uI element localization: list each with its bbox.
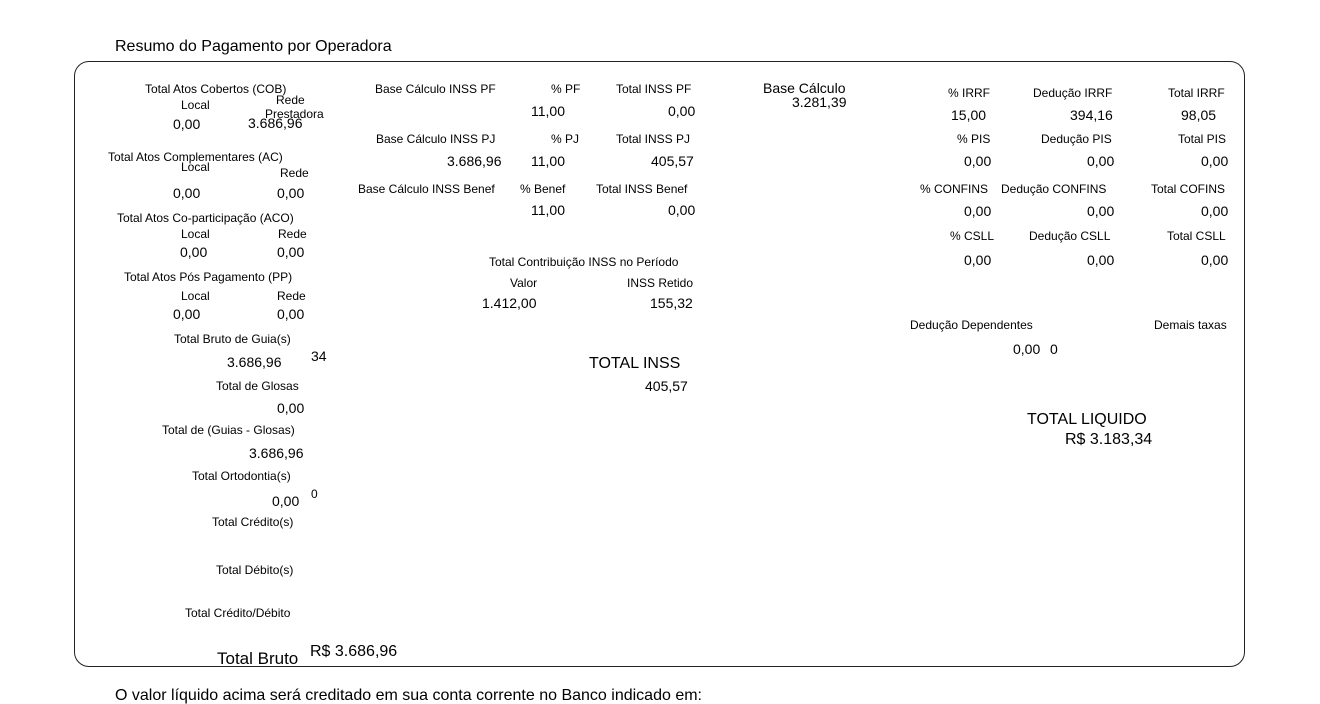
inss-benef-pct-label: % Benef bbox=[520, 182, 566, 196]
inss-benef-total-value: 0,00 bbox=[668, 202, 696, 218]
cofins-total-label: Total COFINS bbox=[1151, 182, 1226, 196]
inss-pf-total-label: Total INSS PF bbox=[616, 82, 692, 96]
inss-pf-pct-label: % PF bbox=[551, 82, 581, 96]
total-bruto-value: R$ 3.686,96 bbox=[310, 643, 398, 660]
footer-note: O valor líquido acima será creditado em sua conta corrente no Banco indicado em: bbox=[115, 687, 702, 704]
cofins-pct-label: % CONFINS bbox=[920, 182, 989, 196]
dependentes-count: 0 bbox=[1050, 341, 1058, 357]
csll-pct-value: 0,00 bbox=[964, 252, 992, 268]
section-title: Resumo do Pagamento por Operadora bbox=[115, 38, 392, 55]
inss-benef-pct-value: 11,00 bbox=[531, 202, 565, 218]
cob-label: Total Atos Cobertos (COB) bbox=[145, 82, 287, 96]
csll-ded-value: 0,00 bbox=[1087, 252, 1115, 268]
cofins-pct-value: 0,00 bbox=[964, 203, 992, 219]
bruto-guias-label: Total Bruto de Guia(s) bbox=[174, 332, 291, 346]
bruto-guias-value: 3.686,96 bbox=[227, 354, 282, 370]
inss-pf-pct-value: 11,00 bbox=[531, 103, 565, 119]
aco-rede-value: 0,00 bbox=[277, 244, 305, 260]
inss-pj-pct-value: 11,00 bbox=[531, 153, 565, 169]
guias-glosas-label: Total de (Guias - Glosas) bbox=[162, 423, 295, 437]
total-liquido-value: R$ 3.183,34 bbox=[1065, 431, 1153, 448]
debito-label: Total Débito(s) bbox=[216, 563, 294, 577]
pis-total-label: Total PIS bbox=[1178, 132, 1227, 146]
cob-rede-label: Rede bbox=[276, 93, 305, 107]
ac-local-label: Local bbox=[181, 160, 210, 174]
ortodontia-label: Total Ortodontia(s) bbox=[192, 469, 291, 483]
inss-pj-pct-label: % PJ bbox=[551, 132, 580, 146]
cob-rede-label-2: Prestadora bbox=[265, 107, 324, 121]
pp-rede-label: Rede bbox=[277, 289, 306, 303]
irrf-pct-label: % IRRF bbox=[948, 86, 990, 100]
aco-local-value: 0,00 bbox=[180, 244, 208, 260]
credito-label: Total Crédito(s) bbox=[212, 515, 294, 529]
inss-pj-base-value: 3.686,96 bbox=[447, 153, 502, 169]
inss-pf-total-value: 0,00 bbox=[668, 103, 696, 119]
cob-local-value: 0,00 bbox=[173, 116, 201, 132]
glosas-value: 0,00 bbox=[277, 400, 305, 416]
pis-ded-label: Dedução PIS bbox=[1041, 132, 1112, 146]
inss-contrib-valor-label: Valor bbox=[510, 276, 538, 290]
inss-contrib-retido-label: INSS Retido bbox=[627, 276, 694, 290]
bruto-guias-count: 34 bbox=[311, 348, 327, 364]
demais-taxas-label: Demais taxas bbox=[1154, 318, 1227, 332]
pp-local-label: Local bbox=[181, 289, 210, 303]
total-bruto-label: Total Bruto bbox=[217, 649, 299, 668]
pis-total-value: 0,00 bbox=[1201, 153, 1229, 169]
inss-pf-base-label: Base Cálculo INSS PF bbox=[375, 82, 496, 96]
aco-local-label: Local bbox=[181, 227, 210, 241]
pis-pct-label: % PIS bbox=[957, 132, 991, 146]
pp-label: Total Atos Pós Pagamento (PP) bbox=[124, 270, 293, 284]
inss-pj-base-label: Base Cálculo INSS PJ bbox=[376, 132, 496, 146]
ac-local-value: 0,00 bbox=[173, 185, 201, 201]
irrf-total-label: Total IRRF bbox=[1168, 86, 1225, 100]
irrf-pct-value: 15,00 bbox=[951, 107, 987, 123]
csll-total-label: Total CSLL bbox=[1167, 229, 1226, 243]
csll-pct-label: % CSLL bbox=[950, 229, 995, 243]
aco-rede-label: Rede bbox=[278, 227, 307, 241]
csll-total-value: 0,00 bbox=[1201, 252, 1229, 268]
ac-rede-value: 0,00 bbox=[277, 185, 305, 201]
csll-ded-label: Dedução CSLL bbox=[1029, 229, 1111, 243]
inss-contrib-label: Total Contribuição INSS no Período bbox=[489, 255, 679, 269]
ac-rede-label: Rede bbox=[280, 166, 309, 180]
total-inss-value: 405,57 bbox=[645, 378, 688, 394]
inss-contrib-retido-value: 155,32 bbox=[650, 295, 693, 311]
pis-ded-value: 0,00 bbox=[1087, 153, 1115, 169]
ortodontia-count: 0 bbox=[311, 487, 318, 501]
ac-label: Total Atos Complementares (AC) bbox=[108, 150, 283, 164]
dependentes-label: Dedução Dependentes bbox=[910, 318, 1033, 332]
guias-glosas-value: 3.686,96 bbox=[249, 445, 304, 461]
base-calculo-label: Base Cálculo bbox=[763, 80, 846, 96]
pp-rede-value: 0,00 bbox=[277, 306, 305, 322]
total-inss-label: TOTAL INSS bbox=[589, 355, 681, 372]
cofins-ded-label: Dedução CONFINS bbox=[1001, 182, 1107, 196]
pis-pct-value: 0,00 bbox=[964, 153, 992, 169]
pp-local-value: 0,00 bbox=[173, 306, 201, 322]
glosas-label: Total de Glosas bbox=[216, 379, 299, 393]
cofins-ded-value: 0,00 bbox=[1087, 203, 1115, 219]
total-liquido-label: TOTAL LIQUIDO bbox=[1027, 411, 1147, 428]
inss-pj-total-value: 405,57 bbox=[651, 153, 694, 169]
inss-contrib-valor-value: 1.412,00 bbox=[482, 295, 537, 311]
irrf-ded-value: 394,16 bbox=[1070, 107, 1113, 123]
inss-pj-total-label: Total INSS PJ bbox=[616, 132, 691, 146]
base-calculo-value: 3.281,39 bbox=[792, 94, 847, 110]
dependentes-value: 0,00 bbox=[1013, 341, 1041, 357]
inss-benef-base-label: Base Cálculo INSS Benef bbox=[358, 182, 495, 196]
irrf-total-value: 98,05 bbox=[1181, 107, 1217, 123]
cob-local-label: Local bbox=[181, 98, 210, 112]
ortodontia-value: 0,00 bbox=[272, 493, 300, 509]
aco-label: Total Atos Co-participação (ACO) bbox=[117, 211, 294, 225]
cofins-total-value: 0,00 bbox=[1201, 203, 1229, 219]
irrf-ded-label: Dedução IRRF bbox=[1033, 86, 1113, 100]
inss-benef-total-label: Total INSS Benef bbox=[596, 182, 688, 196]
credito-debito-label: Total Crédito/Débito bbox=[185, 606, 291, 620]
cob-rede-value: 3.686,96 bbox=[248, 115, 303, 131]
